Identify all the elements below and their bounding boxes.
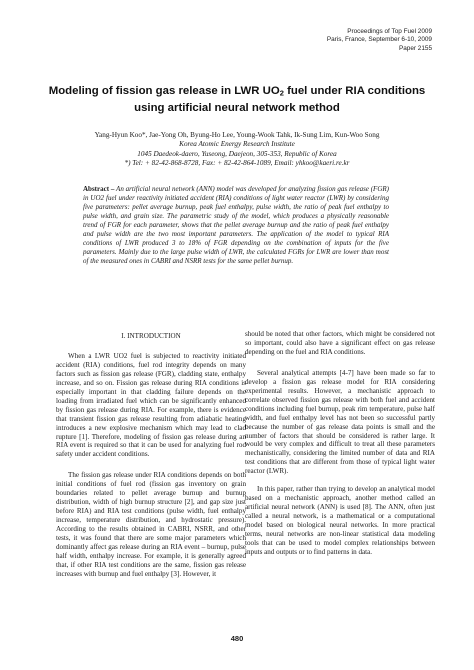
author-names: Yang-Hyun Koo*, Jae-Yong Oh, Byung-Ho Lee, Young-Wook Tahk, Ik-Sung Lim, Kun-Woo Song <box>94 131 380 139</box>
author-block <box>30 131 444 168</box>
title-subscript: 2 <box>279 88 284 98</box>
author-address: 1045 Daedeok-daero, Yuseong, Daejeon, 305-353, Republic of Korea <box>137 149 337 158</box>
abstract-lead: Abstract – <box>83 185 115 193</box>
abstract-text: An artificial neural network (ANN) model was developed for analyzing fission gas release (FGR) in UO2 fuel under reactivity initiated accident (RIA) conditions of light water reactor (LWR) by considering five parameters: pellet average burnup, peak fuel enthalpy, pulse width, the ratio of peak fuel enthalpy to pulse width, and grain size. The parametric study of the model, which produces a physically reasonable trend of FGR for each parameter, shows that the pellet average burnup and the ratio of peak fuel enthalpy and pulse width are the two most important parameters. The application of the model to typical RIA conditions of LWR produced 3 to 18% of FGR depending on the combination of inputs for the five parameters. Mainly due to the large pulse width of LWR, the calculated FGRs for LWR are lower than most of the measured ones in CABRI and NSRR tests for the same pellet burnup. <box>83 185 389 265</box>
intro-paragraph-2: The fission gas release under RIA conditions depends on both initial conditions of fuel rod (fission gas inventory on grain boundaries related to pellet average burnup and burnup distribution, width of high burnup structure [2], and gap size just before RIA) and RIA test conditions (pulse width, fuel enthalpy increase, temperature distribution, and hydrostatic pressure). According to the results obtained in CABRI, NSRR, and other tests, it was found that there are some major parameters which dominantly affect gas release during an RIA event – burnup, pulse half width, enthalpy increase. For example, it is generally agreed that, if other RIA test conditions are the same, fission gas release increases with burnup and fuel enthalpy [3]. However, it <box>56 471 246 578</box>
paper-title <box>36 83 438 117</box>
intro-paragraph-1: When a LWR UO2 fuel is subjected to reactivity initiated accident (RIA) conditions, fuel rod integrity depends on many factors such as fission gas release (FGR), cladding state, enthalpy increase, and so on. Fission gas release during RIA conditions is especially important in that cladding failure depends on the loading from irradiated fuel which can be significantly enhanced by fission gas release during RIA. For example, there is evidence that transient fission gas release resulting from adiabatic heating introduces a new explosive mechanism which may lead to clad rupture [1]. Therefore, modeling of fission gas release during an RIA event is required so that it can be used for analyzing fuel rod safety under accident conditions. <box>56 351 246 459</box>
title-line-1 <box>36 83 438 100</box>
title-line-1-post: fuel under RIA conditions <box>283 85 426 97</box>
title-line-1-pre: Modeling of fission gas release in LWR UO <box>48 85 280 97</box>
section-heading-introduction: I. INTRODUCTION <box>121 332 181 340</box>
title-line-2: using artificial neural network method <box>134 102 340 114</box>
abstract <box>83 185 389 266</box>
paper-number: Paper 2155 <box>398 44 432 52</box>
right-paragraph-2: Several analytical attempts [4-7] have been made so far to develop a fission gas release model for RIA considering experimental results. However, a mechanistic approach to correlate observed fission gas release with both fuel and accident conditions including fuel burnup, peak rim temperature, pulse half width, and fuel enthalpy level has not been so successful partly because the number of gas release data points is small and the number of factors that should be considered is rather large. It would be very complex and difficult to treat all these parameters mechanistically, considering the limited number of data and RIA test conditions that are different from those of typical light water reactor (LWR). <box>245 368 435 476</box>
author-institute: Korea Atomic Energy Research Institute <box>179 140 295 149</box>
right-paragraph-1: should be noted that other factors, which might be considered not so important, could also have a significant effect on gas release depending on the fuel and RIA conditions. <box>245 330 435 356</box>
right-paragraph-3: In this paper, rather than trying to develop an analytical model based on a mechanistic approach, another method called an artificial neural network (ANN) is used [8]. The ANN, often just called a neural network, is a mathematical or a computational model based on biological neural networks. In more practical terms, neural networks are non-linear statistical data modeling tools that can be used to model complex relationships between inputs and outputs or to find patterns in data. <box>245 485 435 556</box>
proceedings-name: Proceedings of Top Fuel 2009 <box>347 28 432 35</box>
left-column <box>56 330 246 579</box>
proceedings-location-date: Paris, France, September 6-10, 2009 <box>326 36 432 44</box>
page-number: 480 <box>230 634 244 643</box>
author-contact: *) Tel: + 82-42-868-8728, Fax: + 82-42-864-1089, Email: yhkoo@kaeri.re.kr <box>124 158 350 167</box>
proceedings-header <box>327 28 432 53</box>
right-column <box>245 330 435 557</box>
